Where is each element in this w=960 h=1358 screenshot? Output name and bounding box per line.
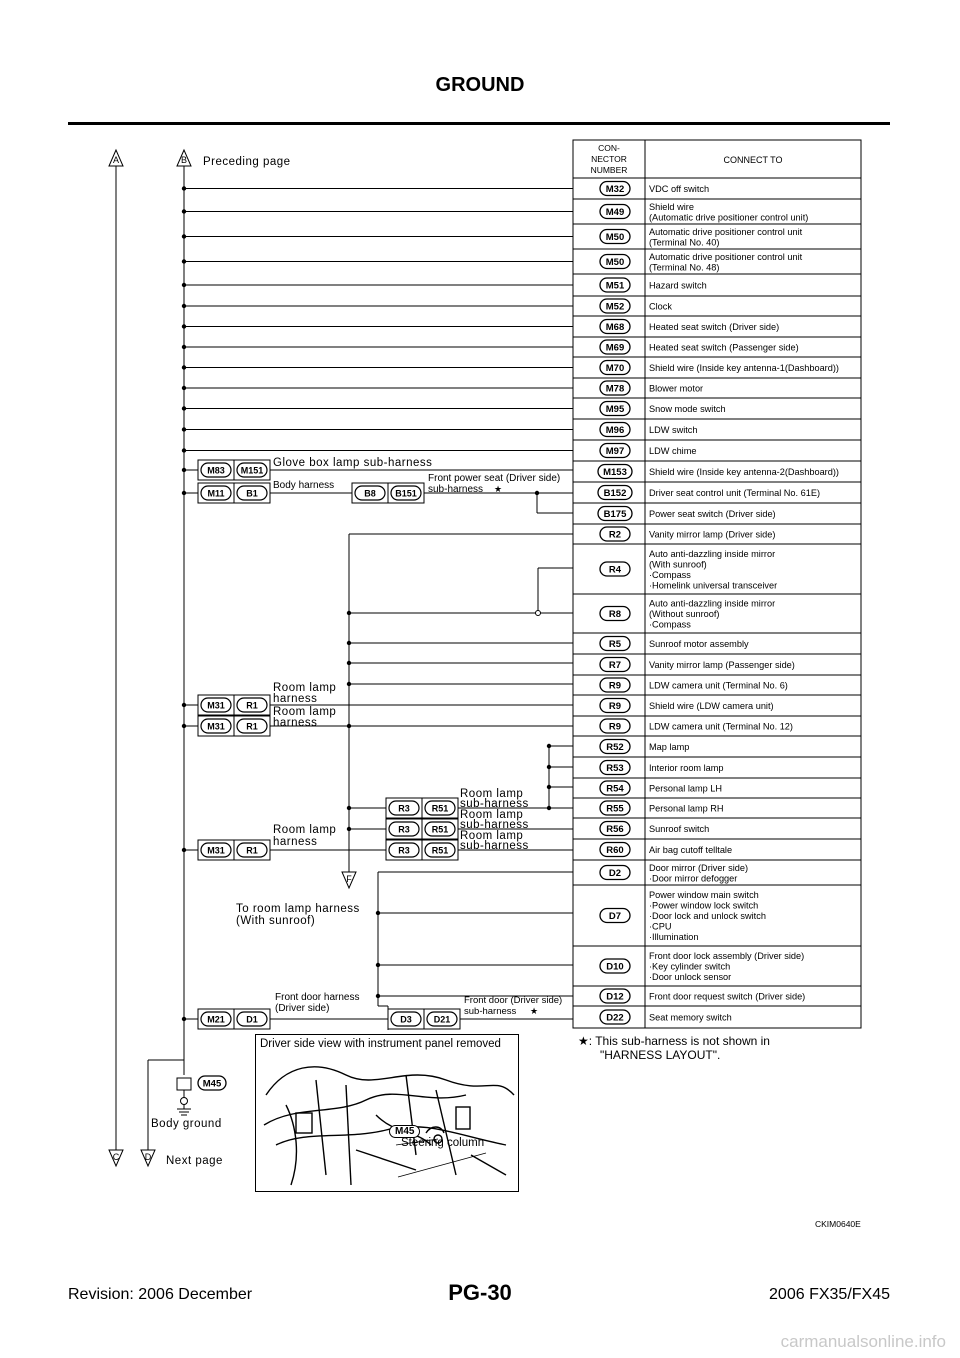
table-description: (Automatic drive positioner control unit) xyxy=(649,212,809,223)
harness-label-door: (Driver side) xyxy=(275,1003,330,1014)
table-connector-m97 xyxy=(600,444,630,458)
harness-pair-glovebox xyxy=(198,460,270,480)
table-description: Driver seat control unit (Terminal No. 61E) xyxy=(649,488,821,498)
sub-harness-note xyxy=(578,1034,770,1062)
ref-letter: C xyxy=(112,1152,120,1162)
page-number: PG-30 xyxy=(448,1280,512,1305)
connector-id: R5 xyxy=(608,639,622,651)
harness-label-door-sub: sub-harness xyxy=(464,1006,517,1017)
junction-dot xyxy=(182,848,186,852)
junction-dot xyxy=(547,806,551,810)
junction-dot xyxy=(182,491,186,495)
connector-id: M95 xyxy=(605,404,625,416)
pair-right-id: B1 xyxy=(246,488,258,499)
table-description: ·Door mirror defogger xyxy=(649,873,738,884)
junction-dot xyxy=(376,911,380,915)
table-description: Vanity mirror lamp (Passenger side) xyxy=(649,660,795,670)
junction-dot xyxy=(182,468,186,472)
pair-left-id: M31 xyxy=(207,721,225,732)
connector-id: R52 xyxy=(606,742,624,754)
junction-dot xyxy=(376,994,380,998)
harness-label-subroom: Room lamp xyxy=(460,809,524,821)
pair-right-id: R1 xyxy=(246,721,258,732)
table-description: ·Power window lock switch xyxy=(649,900,759,911)
ref-F xyxy=(342,872,356,888)
junction-dot xyxy=(182,365,186,369)
junction-dot xyxy=(182,386,186,390)
junction-dot xyxy=(347,806,351,810)
table-description: (Terminal No. 48) xyxy=(649,262,720,273)
connector-id: M45 xyxy=(202,1078,222,1090)
harness-label-subroom: Room lamp xyxy=(460,788,524,800)
junction-dot xyxy=(376,963,380,967)
table-connector-m51 xyxy=(600,278,630,292)
connector-id: M69 xyxy=(605,342,625,354)
connector-id: D7 xyxy=(608,911,622,923)
table-description: Personal lamp RH xyxy=(649,803,724,814)
table-description: ·CPU xyxy=(649,921,672,932)
junction-dot xyxy=(182,324,186,328)
connector-id: B152 xyxy=(603,488,627,500)
inset-illustration xyxy=(256,1035,518,1191)
table-connector-r54 xyxy=(600,781,630,795)
table-description: LDW switch xyxy=(649,425,698,435)
figure-code: CKIM0640E xyxy=(815,1219,861,1229)
table-description: Blower motor xyxy=(649,383,704,394)
note-text: : This sub-harness is not shown in xyxy=(588,1034,770,1048)
ref-B xyxy=(177,150,191,166)
pair-right-id: R1 xyxy=(246,700,258,711)
table-connector-r2 xyxy=(600,527,630,541)
table-connector-r52 xyxy=(600,740,630,754)
model-text: 2006 FX35/FX45 xyxy=(769,1286,890,1303)
connector-id: R55 xyxy=(606,803,624,815)
harness-label-door: Front door harness xyxy=(275,992,360,1003)
table-description: Front door request switch (Driver side) xyxy=(649,991,806,1002)
table-connector-d2 xyxy=(600,866,630,880)
table-description: Shield wire (Inside key antenna-1(Dashboard)) xyxy=(649,363,839,373)
ref-A xyxy=(109,150,123,166)
harness-label-room: Room lamp xyxy=(273,682,337,694)
table-description: Personal lamp LH xyxy=(649,783,723,794)
harness-label-body: Body harness xyxy=(273,480,335,491)
to-room-lamp-label: To room lamp harness xyxy=(236,903,360,915)
harness-pair-seat xyxy=(352,483,424,503)
table-description: LDW camera unit (Terminal No. 12) xyxy=(649,721,793,732)
junction-dot xyxy=(182,186,186,190)
junction-dot xyxy=(347,724,351,728)
ref-D xyxy=(141,1150,155,1166)
harness-label-room: harness xyxy=(273,836,318,848)
inset-connector-m45: M45 xyxy=(389,1125,420,1138)
harness-label-seat: sub-harness xyxy=(428,484,484,495)
table-description: ·Door unlock sensor xyxy=(649,972,732,982)
pair-left-id: M31 xyxy=(207,845,225,856)
table-header-connector: CON- xyxy=(598,143,620,153)
table-connector-m50 xyxy=(600,255,630,269)
connector-id: M68 xyxy=(605,322,625,334)
table-connector-b152 xyxy=(598,486,632,500)
connector-id: R2 xyxy=(608,529,622,541)
table-description: Door mirror (Driver side) xyxy=(649,862,749,873)
connector-id: B175 xyxy=(603,509,627,521)
table-description: LDW camera unit (Terminal No. 6) xyxy=(649,680,788,691)
ref-letter: D xyxy=(144,1152,152,1162)
harness-label-door-sub: Front door (Driver side) xyxy=(464,995,563,1006)
table-connector-r4 xyxy=(600,562,630,576)
table-description: ·Compass xyxy=(649,619,691,630)
harness-pair-door-sub xyxy=(388,1009,460,1029)
table-description: ·Homelink universal transceiver xyxy=(649,580,778,591)
junction-dot xyxy=(547,765,551,769)
connector-id: M70 xyxy=(605,363,625,375)
junction-dot xyxy=(182,259,186,263)
table-description: Snow mode switch xyxy=(649,404,726,414)
table-description: Clock xyxy=(649,301,672,312)
junction-dot xyxy=(347,641,351,645)
table-header-connect-to: CONNECT TO xyxy=(723,155,783,165)
pair-left-id: R3 xyxy=(398,824,410,835)
table-description: VDC off switch xyxy=(649,184,710,194)
table-description: Power seat switch (Driver side) xyxy=(649,509,776,519)
connector-id: R7 xyxy=(608,660,622,672)
junction-dot xyxy=(182,1017,186,1021)
pair-left-id: B8 xyxy=(364,488,376,499)
connector-id: M97 xyxy=(605,446,625,458)
harness-pair-subroom-3 xyxy=(386,840,458,860)
junction-dot xyxy=(347,827,351,831)
harness-label-subroom: sub-harness xyxy=(460,819,529,831)
table-description: Automatic drive positioner control unit xyxy=(649,226,803,237)
table-connector-d12 xyxy=(600,989,630,1003)
table-description: Shield wire (LDW camera unit) xyxy=(649,701,774,711)
table-description: Auto anti-dazzling inside mirror xyxy=(649,598,776,609)
body-ground-label: Body ground xyxy=(151,1118,222,1130)
connector-id: R60 xyxy=(606,845,624,857)
table-connector-r53 xyxy=(600,761,630,775)
pair-right-id: B151 xyxy=(395,488,417,499)
table-connector-m50 xyxy=(600,230,630,244)
junction-dot xyxy=(182,703,186,707)
table-connector-r9 xyxy=(600,719,630,733)
junction-dot xyxy=(182,209,186,213)
table-description: (Terminal No. 40) xyxy=(649,237,720,248)
connector-id: M153 xyxy=(603,467,627,479)
harness-pair-room-3 xyxy=(198,840,270,860)
next-page-label: Next page xyxy=(166,1155,223,1167)
pair-left-id: D3 xyxy=(400,1014,412,1025)
junction-dot xyxy=(182,283,186,287)
junction-dot xyxy=(347,661,351,665)
junction-dot xyxy=(547,744,551,748)
table-description: Sunroof motor assembly xyxy=(649,639,749,649)
connector-id: R8 xyxy=(608,609,622,621)
harness-pair-room-1 xyxy=(198,695,270,715)
table-connector-m95 xyxy=(600,402,630,416)
ref-letter: A xyxy=(112,155,120,165)
table-description: Air bag cutoff telltale xyxy=(649,845,733,855)
table-description: Heated seat switch (Passenger side) xyxy=(649,342,799,353)
pair-left-id: M83 xyxy=(207,465,225,476)
ground-connector-m45 xyxy=(198,1076,226,1090)
connector-id: D22 xyxy=(606,1012,624,1024)
connector-id: D10 xyxy=(606,961,624,973)
table-description: ·Compass xyxy=(649,569,691,580)
junction-dot xyxy=(182,406,186,410)
junction-dot xyxy=(182,724,186,728)
revision-text: Revision: 2006 December xyxy=(68,1286,253,1303)
harness-pair-door xyxy=(198,1009,270,1029)
harness-pair-body xyxy=(198,483,270,503)
page-title: GROUND xyxy=(435,74,525,96)
table-connector-m153 xyxy=(598,465,632,479)
harness-label-subroom: sub-harness xyxy=(460,798,529,810)
table-connector-d10 xyxy=(600,959,630,973)
table-connector-m69 xyxy=(600,340,630,354)
table-description: Hazard switch xyxy=(649,280,707,291)
table-connector-d22 xyxy=(600,1010,630,1024)
harness-pair-room-2 xyxy=(198,716,270,736)
table-connector-r9 xyxy=(600,699,630,713)
table-description: Vanity mirror lamp (Driver side) xyxy=(649,529,776,540)
preceding-page-label: Preceding page xyxy=(203,156,291,168)
harness-label-subroom: sub-harness xyxy=(460,840,529,852)
pair-right-id: D21 xyxy=(433,1014,451,1025)
table-connector-m70 xyxy=(600,361,630,375)
table-description: ·Key cylinder switch xyxy=(649,961,731,972)
connector-id: R54 xyxy=(606,783,624,795)
table-description: Power window main switch xyxy=(649,890,759,900)
harness-label-subroom: Room lamp xyxy=(460,830,524,842)
star-mark: ★ xyxy=(578,1034,589,1048)
pair-right-id: R51 xyxy=(431,824,449,835)
inset-steering-label: Steering column xyxy=(401,1137,485,1149)
table-connector-r60 xyxy=(600,843,630,857)
junction-dot xyxy=(182,304,186,308)
connector-id: M51 xyxy=(605,280,625,292)
table-connector-r8 xyxy=(600,607,630,621)
connector-id: M50 xyxy=(605,257,625,269)
junction-dot xyxy=(547,785,551,789)
table-connector-r7 xyxy=(600,658,630,672)
pair-left-id: M21 xyxy=(207,1014,225,1025)
table-connector-m96 xyxy=(600,423,630,437)
pair-left-id: M11 xyxy=(207,488,225,499)
inset-title: Driver side view with instrument panel removed xyxy=(260,1038,501,1050)
table-connector-d7 xyxy=(600,909,630,923)
junction-dot xyxy=(182,427,186,431)
open-junction xyxy=(536,611,541,616)
connector-id: R53 xyxy=(606,763,624,775)
harness-label-glovebox: Glove box lamp sub-harness xyxy=(273,457,433,469)
junction-dot xyxy=(182,345,186,349)
note-text-2: "HARNESS LAYOUT". xyxy=(600,1048,721,1062)
pair-right-id: M151 xyxy=(240,465,264,476)
table-connector-b175 xyxy=(598,507,632,521)
connector-id: R9 xyxy=(608,701,622,713)
pair-right-id: R51 xyxy=(431,803,449,814)
table-description: Sunroof switch xyxy=(649,824,710,834)
ref-letter: B xyxy=(180,155,188,165)
junction-dot xyxy=(182,234,186,238)
pair-right-id: R51 xyxy=(431,845,449,856)
table-description: Front door lock assembly (Driver side) xyxy=(649,951,805,961)
table-connector-m52 xyxy=(600,299,630,313)
table-description: Heated seat switch (Driver side) xyxy=(649,322,780,332)
table-connector-m32 xyxy=(600,182,630,196)
connector-id: D2 xyxy=(608,868,622,880)
harness-label-room: Room lamp xyxy=(273,824,337,836)
junction-dot xyxy=(535,491,539,495)
inset-photo xyxy=(255,1034,519,1192)
ref-C xyxy=(109,1150,123,1166)
junction-dot xyxy=(347,611,351,615)
table-description: Automatic drive positioner control unit xyxy=(649,251,803,262)
table-header-connector: NUMBER xyxy=(590,165,628,175)
junction-dot xyxy=(347,682,351,686)
star-mark: ★ xyxy=(494,484,503,494)
table-description: (With sunroof) xyxy=(649,559,707,570)
connector-id: M32 xyxy=(605,184,625,196)
pair-right-id: R1 xyxy=(246,845,258,856)
harness-label-room: harness xyxy=(273,693,318,705)
harness-label-room: Room lamp xyxy=(273,706,337,718)
harness-pair-subroom-1 xyxy=(386,798,458,818)
table-connector-r55 xyxy=(600,801,630,815)
pair-left-id: M31 xyxy=(207,700,225,711)
table-description: Interior room lamp xyxy=(649,763,724,773)
table-description: Auto anti-dazzling inside mirror xyxy=(649,548,776,559)
connector-id: R9 xyxy=(608,680,622,692)
connector-id: M52 xyxy=(605,301,625,313)
harness-label-seat: Front power seat (Driver side) xyxy=(428,473,561,484)
connector-id: M96 xyxy=(605,425,625,437)
pair-right-id: D1 xyxy=(246,1014,258,1025)
table-description: Map lamp xyxy=(649,742,690,752)
table-description: Seat memory switch xyxy=(649,1012,732,1023)
harness-label-room: harness xyxy=(273,717,318,729)
connector-id: R9 xyxy=(608,721,622,733)
ref-letter: F xyxy=(346,874,352,884)
table-connector-r5 xyxy=(600,637,630,651)
star-mark: ★ xyxy=(530,1006,539,1016)
table-connector-r9 xyxy=(600,678,630,692)
connector-id: M50 xyxy=(605,232,625,244)
watermark: carmanualsonline.info xyxy=(780,1332,946,1351)
harness-pair-subroom-2 xyxy=(386,819,458,839)
junction-dot xyxy=(182,448,186,452)
table-description: ·Door lock and unlock switch xyxy=(649,911,766,921)
ground-terminal xyxy=(177,1078,191,1090)
connector-id: R56 xyxy=(606,824,624,836)
connector-id: M49 xyxy=(605,207,625,219)
table-description: LDW chime xyxy=(649,446,697,456)
pair-left-id: R3 xyxy=(398,803,410,814)
table-description: Shield wire xyxy=(649,201,694,212)
table-connector-m49 xyxy=(600,205,630,219)
connector-id: D12 xyxy=(606,991,624,1003)
ground-eyelet xyxy=(181,1098,188,1105)
connector-id: M78 xyxy=(605,383,625,395)
pair-left-id: R3 xyxy=(398,845,410,856)
table-description: Shield wire (Inside key antenna-2(Dashboard)) xyxy=(649,467,839,477)
table-connector-m68 xyxy=(600,320,630,334)
table-description: (Without sunroof) xyxy=(649,609,720,619)
table-connector-m78 xyxy=(600,381,630,395)
table-description: ·Illumination xyxy=(649,932,699,942)
table-header-connector: NECTOR xyxy=(591,154,627,164)
connector-id: R4 xyxy=(608,564,622,576)
table-connector-r56 xyxy=(600,822,630,836)
to-room-lamp-label: (With sunroof) xyxy=(236,915,316,927)
